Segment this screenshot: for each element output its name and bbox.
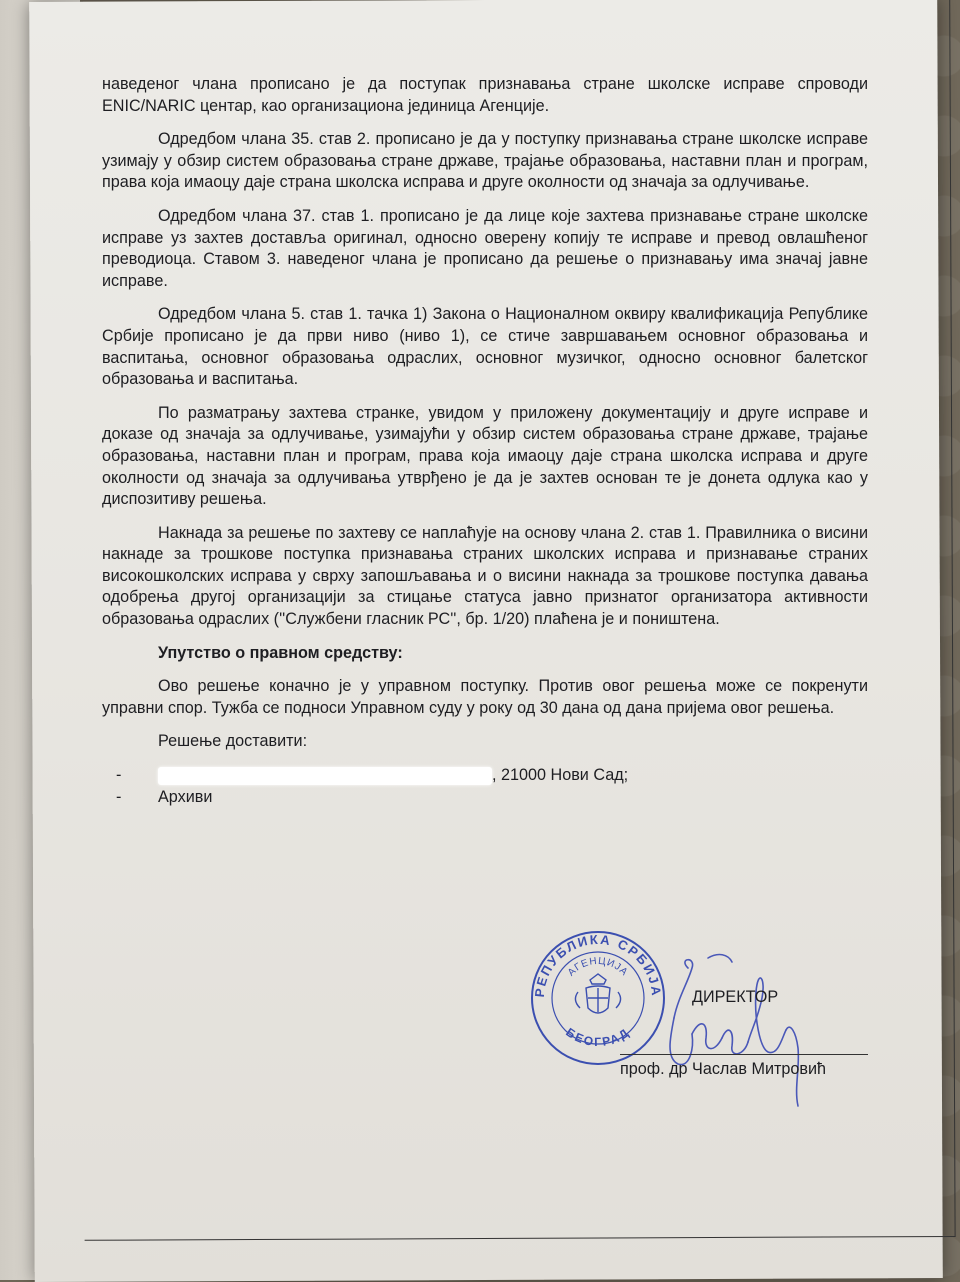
paragraph-5: По разматрању захтева странке, увидом у приложену документацију и друге исправе и доказе од значаја за одлучивање, узимајући у обзир систем образовања стране државе, трајање образовања, наставни план и програм, права која имаоцу даје страна школска исправа и друге околности од значаја за одлучивања утврђено је да је захтев основан те је донета одлука као у диспозитиву решења. (102, 403, 868, 509)
deliver-heading: Решење доставити: (158, 732, 308, 751)
stamp-outer-text: РЕПУБЛИКА СРБИЈА (531, 931, 665, 998)
recipient-item (102, 765, 868, 787)
recipient-archive: Архиви (158, 787, 213, 806)
handwritten-signature (648, 938, 818, 1118)
stamp-inner-text: АГЕНЦИЈА (565, 955, 631, 979)
recipient-city: , 21000 Нови Сад; (492, 766, 629, 785)
paragraph-4: Одредбом члана 5. став 1. тачка 1) Закона о Националном оквиру квалификација Републике Србије прописано је да први ниво (ниво 1), се стиче завршавањем основног образовања и васпитања, основног образовања одраслих, основног музичког, односно основног балетског образовања и васпитања. (102, 305, 868, 389)
paragraph-2: Одредбом члана 35. став 2. прописано је да у поступку признавања стране школске исправе узимају у обзир систем образовања стране државе, трајање образовања, наставни план и програм, права која имаоцу даје страна школска исправа и друге околности од значаја за одлучивање. (102, 130, 868, 192)
paragraph-6: Накнада за решење по захтеву се наплаћује на основу члана 2. став 1. Правилника о висини накнаде за трошкове поступка признавања страних школских исправа и признавање страних високошколских исправа у сврху запошљавања и о висини накнада за трошкове поступка давања одобрења другој организацији за стицање статуса јавно признатог организатора активности образовања одраслих (''Службени гласник РС'', бр. 1/20) плаћена је и поништена. (102, 523, 868, 629)
coat-of-arms-icon (575, 974, 620, 1013)
svg-text:БЕОГРАД (563, 1025, 632, 1049)
legal-remedy-text: Ово решење коначно је у управном поступку. Против овог решења може се покренути управни спор. Тужба се подноси Управном суду у року од 30 дана од дана пријема овог решења. (102, 677, 868, 717)
paragraph-3: Одредбом члана 37. став 1. прописано је да лице које захтева признавање стране школске исправе уз захтев доставља оригинал, односно оверену копију те исправе и превод овлашћеног преводиоца. Ставом 3. наведеног члана је прописано да решење о признавању има значај јавне исправе. (102, 206, 868, 290)
legal-remedy-heading: Упутство о правном средству: (158, 643, 403, 662)
director-name: проф. др Часлав Митровић (620, 1060, 827, 1078)
svg-text:АГЕНЦИЈА (566, 956, 630, 979)
director-title: ДИРЕКТОР (692, 988, 779, 1006)
document-body (102, 74, 868, 808)
list-dash: - (116, 766, 122, 785)
signature-line (620, 1054, 868, 1055)
stamp-bottom-text: БЕОГРАД (563, 1024, 633, 1050)
redaction-mark (158, 767, 492, 785)
recipient-address (158, 765, 628, 787)
recipient-item (102, 787, 868, 809)
list-dash: - (116, 787, 122, 806)
official-stamp (528, 928, 668, 1068)
paragraph-1: наведеног члана прописано је да поступак признавања стране школске исправе спроводи ENIC/NARIC центар, као организациона јединица Агенције. (102, 75, 868, 115)
